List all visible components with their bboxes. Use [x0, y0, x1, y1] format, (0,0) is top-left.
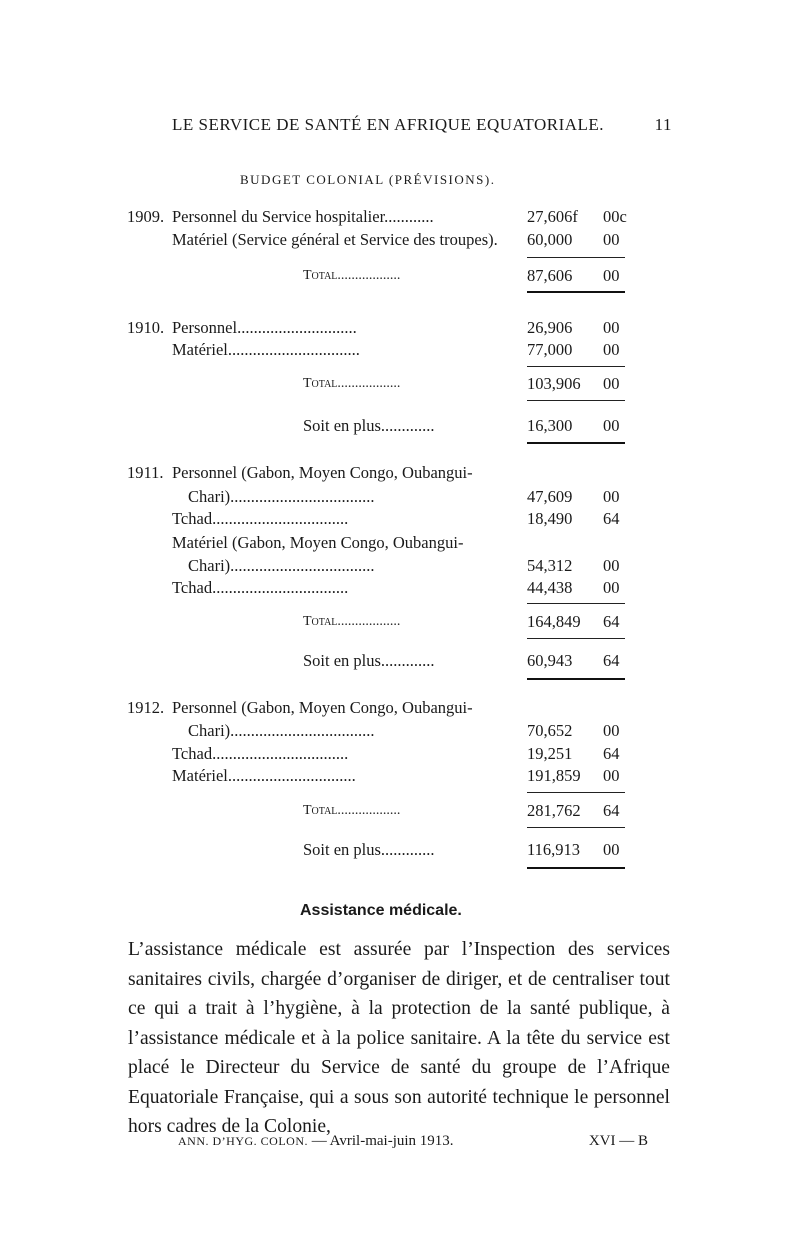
amount-cents: 00c [603, 207, 627, 226]
sum-rule [527, 257, 625, 258]
amount-francs: 70,652 [527, 721, 573, 740]
amount-francs: 191,859 [527, 766, 581, 785]
budget-row-label: Personnel............................. [172, 318, 357, 337]
amount-cents: 00 [603, 766, 620, 785]
budget-row-amount [527, 766, 627, 786]
header-title: LE SERVICE DE SANTÉ EN AFRIQUE EQUATORIALE. [172, 115, 605, 134]
amount-cents: 00 [603, 266, 620, 285]
amount-cents: 00 [603, 230, 620, 249]
body-paragraph: L’assistance médicale est assurée par l’Inspection des services sanitaires civils, chargée d’organiser de diriger, et de centraliser tout ce qui a trait à l’hygiène, à la protection de la santé publique, à l’assistance médicale et à la police sanitaire. A la tête du service est placé le Directeur du Service de santé du groupe de l’Afrique Equatoriale Française, qui a sous son autorité technique le personnel hors cadres de la Colonie, [128, 939, 670, 1137]
amount-cents: 00 [603, 318, 620, 337]
amount-cents: 64 [603, 744, 620, 763]
soit-label: Soit en plus............. [303, 840, 435, 859]
amount-francs: 19,251 [527, 744, 573, 763]
amount-francs: 60,000 [527, 230, 573, 249]
budget-row-amount [527, 509, 627, 529]
sum-rule [527, 638, 625, 639]
year-label: 1912. [127, 698, 165, 717]
budget-row-label: Matériel............................... [172, 766, 356, 785]
amount-cents: 64 [603, 651, 620, 670]
budget-row-label: Tchad................................. [172, 578, 349, 597]
budget-row-label: Chari)................................... [188, 487, 375, 506]
amount-cents: 64 [603, 509, 620, 528]
budget-row-label: Personnel (Gabon, Moyen Congo, Oubangui- [172, 463, 473, 482]
double-rule [527, 291, 625, 293]
budget-row-amount [527, 340, 627, 360]
budget-row-amount [527, 556, 627, 576]
total-label: Total.................. [303, 376, 401, 391]
amount-cents: 00 [603, 578, 620, 597]
total-amount [527, 801, 627, 821]
amount-francs: 281,762 [527, 801, 581, 820]
total-label: Total.................. [303, 268, 401, 283]
year-label: 1910. [127, 318, 165, 337]
budget-row-label: Matériel (Gabon, Moyen Congo, Oubangui- [172, 533, 464, 552]
budget-row-amount [527, 230, 627, 250]
total-amount [527, 612, 627, 632]
amount-cents: 00 [603, 840, 620, 859]
soit-label: Soit en plus............. [303, 416, 435, 435]
budget-row-label: Chari)................................... [188, 721, 375, 740]
budget-row-label: Tchad................................. [172, 509, 349, 528]
amount-francs: 16,300 [527, 416, 573, 435]
budget-row-label: Chari)................................... [188, 556, 375, 575]
budget-row-label: Matériel................................ [172, 340, 360, 359]
amount-francs: 26,906 [527, 318, 573, 337]
amount-francs: 87,606 [527, 266, 573, 285]
total-label: Total.................. [303, 803, 401, 818]
amount-francs: 116,913 [527, 840, 581, 859]
double-rule [527, 867, 625, 869]
double-rule [527, 678, 625, 680]
amount-francs: 18,490 [527, 509, 573, 528]
budget-row-amount [527, 721, 627, 741]
budget-title: BUDGET COLONIAL (PRÉVISIONS). [240, 172, 496, 187]
amount-cents: 64 [603, 801, 620, 820]
running-header [172, 115, 672, 135]
sum-rule [527, 792, 625, 793]
soit-amount [527, 651, 627, 671]
amount-cents: 00 [603, 721, 620, 740]
budget-row-label: Matériel (Service général et Service des troupes). [172, 230, 498, 249]
footer-journal: ANN. D’HYG. COLON. [178, 1134, 308, 1148]
budget-row-amount [527, 318, 627, 338]
budget-row-amount [527, 487, 627, 507]
soit-amount [527, 416, 627, 436]
budget-row-amount [527, 578, 627, 598]
budget-row-label: Personnel (Gabon, Moyen Congo, Oubangui- [172, 698, 473, 717]
year-label: 1911. [127, 463, 164, 482]
sum-rule [527, 603, 625, 604]
footer-signature: XVI — B [588, 1133, 648, 1149]
amount-francs: 47,609 [527, 487, 573, 506]
amount-cents: 00 [603, 556, 620, 575]
amount-francs: 77,000 [527, 340, 573, 359]
amount-francs: 44,438 [527, 578, 573, 597]
amount-francs: 164,849 [527, 612, 581, 631]
soit-amount [527, 840, 627, 860]
budget-row-amount [527, 744, 627, 764]
sum-rule [527, 827, 625, 828]
amount-cents: 00 [603, 487, 620, 506]
total-amount [527, 266, 627, 286]
page-footer [178, 1133, 648, 1150]
amount-cents: 64 [603, 612, 620, 631]
double-rule [527, 442, 625, 444]
amount-francs: 103,906 [527, 374, 581, 393]
amount-cents: 00 [603, 374, 620, 393]
footer-date: — Avril-mai-juin 1913. [311, 1133, 454, 1149]
budget-row-label: Personnel du Service hospitalier............ [172, 207, 434, 226]
year-label: 1909. [127, 207, 165, 226]
total-amount [527, 374, 627, 394]
sum-rule [527, 366, 625, 367]
amount-cents: 00 [603, 416, 620, 435]
amount-francs: 54,312 [527, 556, 573, 575]
budget-row-label: Tchad................................. [172, 744, 349, 763]
amount-francs: 27,606f [527, 207, 578, 226]
amount-francs: 60,943 [527, 651, 573, 670]
page-number: 11 [654, 115, 672, 134]
sum-rule [527, 400, 625, 401]
section-heading: Assistance médicale. [300, 902, 462, 919]
amount-cents: 00 [603, 340, 620, 359]
soit-label: Soit en plus............. [303, 651, 435, 670]
total-label: Total.................. [303, 614, 401, 629]
budget-row-amount [527, 207, 627, 227]
